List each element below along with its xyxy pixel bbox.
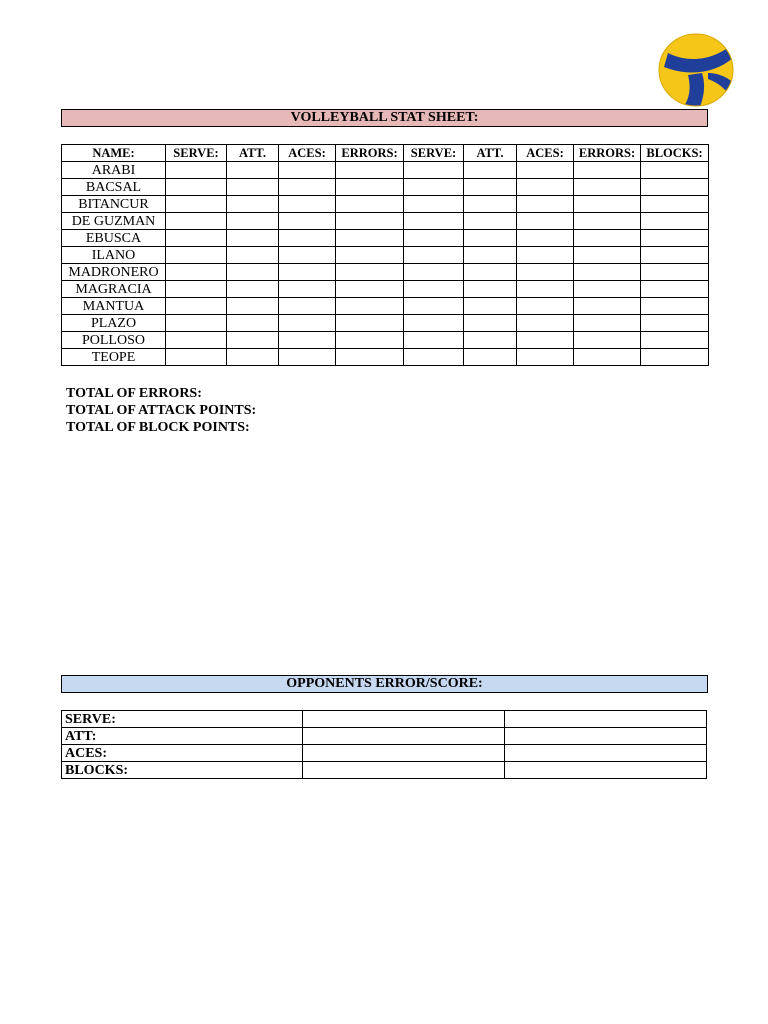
stat-cell[interactable]	[227, 298, 279, 315]
opponent-row	[62, 728, 707, 745]
stat-cell[interactable]	[279, 230, 336, 247]
stat-cell[interactable]	[227, 213, 279, 230]
player-name: EBUSCA	[62, 230, 166, 247]
opponent-cell[interactable]	[303, 745, 505, 762]
stat-cell[interactable]	[279, 298, 336, 315]
stat-cell[interactable]	[227, 230, 279, 247]
player-row	[62, 247, 709, 264]
stat-cell[interactable]	[641, 230, 709, 247]
player-row	[62, 230, 709, 247]
stat-cell[interactable]	[574, 264, 641, 281]
stat-cell[interactable]	[517, 315, 574, 332]
stat-cell[interactable]	[336, 349, 404, 366]
stat-cell[interactable]	[404, 162, 464, 179]
column-header: ACES:	[279, 145, 336, 162]
opponent-row	[62, 745, 707, 762]
stat-cell[interactable]	[517, 179, 574, 196]
stat-cell[interactable]	[404, 264, 464, 281]
totals-block	[66, 385, 256, 436]
stat-cell[interactable]	[227, 349, 279, 366]
stat-cell[interactable]	[464, 162, 517, 179]
player-name: MADRONERO	[62, 264, 166, 281]
column-header: ERRORS:	[574, 145, 641, 162]
stat-cell[interactable]	[166, 264, 227, 281]
stat-cell[interactable]	[517, 349, 574, 366]
stat-cell[interactable]	[227, 179, 279, 196]
stat-cell[interactable]	[574, 196, 641, 213]
opponent-cell[interactable]	[505, 745, 707, 762]
player-row	[62, 179, 709, 196]
column-header: ATT.	[227, 145, 279, 162]
stat-cell[interactable]	[404, 315, 464, 332]
player-name: ILANO	[62, 247, 166, 264]
stat-cell[interactable]	[574, 298, 641, 315]
stat-cell[interactable]	[227, 315, 279, 332]
stat-cell[interactable]	[574, 213, 641, 230]
stat-cell[interactable]	[464, 332, 517, 349]
stat-cell[interactable]	[279, 179, 336, 196]
player-row	[62, 264, 709, 281]
stat-cell[interactable]	[336, 247, 404, 264]
player-row	[62, 298, 709, 315]
opponents-table	[61, 710, 707, 779]
opponent-row-label: BLOCKS:	[62, 762, 303, 779]
opponent-cell[interactable]	[303, 762, 505, 779]
column-header: SERVE:	[166, 145, 227, 162]
stat-cell[interactable]	[574, 247, 641, 264]
stat-cell[interactable]	[641, 349, 709, 366]
stat-cell[interactable]	[517, 213, 574, 230]
column-header: ACES:	[517, 145, 574, 162]
stat-cell[interactable]	[227, 247, 279, 264]
stat-cell[interactable]	[404, 213, 464, 230]
stat-cell[interactable]	[517, 281, 574, 298]
stat-sheet-title: VOLLEYBALL STAT SHEET:	[61, 109, 708, 127]
player-row	[62, 162, 709, 179]
opponents-title: OPPONENTS ERROR/SCORE:	[61, 675, 708, 693]
stat-cell[interactable]	[574, 315, 641, 332]
stat-cell[interactable]	[166, 213, 227, 230]
opponent-row	[62, 711, 707, 728]
stat-cell[interactable]	[279, 281, 336, 298]
stat-cell[interactable]	[464, 179, 517, 196]
stat-cell[interactable]	[404, 230, 464, 247]
stat-cell[interactable]	[464, 298, 517, 315]
stat-cell[interactable]	[517, 196, 574, 213]
player-name: MANTUA	[62, 298, 166, 315]
stat-cell[interactable]	[641, 162, 709, 179]
stat-cell[interactable]	[166, 315, 227, 332]
stat-cell[interactable]	[227, 332, 279, 349]
stat-cell[interactable]	[166, 230, 227, 247]
player-name: BACSAL	[62, 179, 166, 196]
stat-cell[interactable]	[166, 196, 227, 213]
stat-cell[interactable]	[464, 281, 517, 298]
opponent-cell[interactable]	[505, 762, 707, 779]
stat-cell[interactable]	[166, 298, 227, 315]
stat-cell[interactable]	[464, 230, 517, 247]
stat-cell[interactable]	[517, 230, 574, 247]
stat-cell[interactable]	[336, 179, 404, 196]
stat-cell[interactable]	[641, 179, 709, 196]
stat-cell[interactable]	[517, 247, 574, 264]
opponent-cell[interactable]	[505, 728, 707, 745]
player-row	[62, 349, 709, 366]
column-header: SERVE:	[404, 145, 464, 162]
stat-cell[interactable]	[517, 332, 574, 349]
stat-cell[interactable]	[404, 298, 464, 315]
stat-cell[interactable]	[517, 298, 574, 315]
stat-cell[interactable]	[641, 315, 709, 332]
stat-cell[interactable]	[279, 315, 336, 332]
stat-cell[interactable]	[464, 196, 517, 213]
stat-cell[interactable]	[641, 298, 709, 315]
player-name: POLLOSO	[62, 332, 166, 349]
opponent-row-label: ATT:	[62, 728, 303, 745]
column-header: BLOCKS:	[641, 145, 709, 162]
stat-cell[interactable]	[464, 264, 517, 281]
volleyball-icon	[658, 33, 734, 107]
player-name: BITANCUR	[62, 196, 166, 213]
stat-cell[interactable]	[464, 213, 517, 230]
stat-cell[interactable]	[404, 349, 464, 366]
stat-cell[interactable]	[279, 162, 336, 179]
stat-cell[interactable]	[336, 315, 404, 332]
stat-cell[interactable]	[404, 332, 464, 349]
stat-cell[interactable]	[279, 264, 336, 281]
stat-cell[interactable]	[574, 349, 641, 366]
stat-cell[interactable]	[166, 332, 227, 349]
column-header: ERRORS:	[336, 145, 404, 162]
stat-cell[interactable]	[166, 247, 227, 264]
stat-cell[interactable]	[574, 162, 641, 179]
stat-cell[interactable]	[464, 247, 517, 264]
stat-cell[interactable]	[336, 264, 404, 281]
player-name: TEOPE	[62, 349, 166, 366]
player-row	[62, 281, 709, 298]
player-name: ARABI	[62, 162, 166, 179]
player-row	[62, 213, 709, 230]
stat-cell[interactable]	[641, 332, 709, 349]
stat-table	[61, 144, 709, 366]
column-header: ATT.	[464, 145, 517, 162]
player-name: MAGRACIA	[62, 281, 166, 298]
player-name: DE GUZMAN	[62, 213, 166, 230]
stat-cell[interactable]	[336, 298, 404, 315]
opponent-row-label: ACES:	[62, 745, 303, 762]
stat-cell[interactable]	[336, 281, 404, 298]
stat-cell[interactable]	[166, 349, 227, 366]
stat-cell[interactable]	[227, 196, 279, 213]
stat-cell[interactable]	[641, 264, 709, 281]
stat-cell[interactable]	[641, 247, 709, 264]
stat-cell[interactable]	[404, 247, 464, 264]
total-attack-label: TOTAL OF ATTACK POINTS:	[66, 403, 257, 418]
stat-cell[interactable]	[574, 332, 641, 349]
player-row	[62, 332, 709, 349]
header-row	[62, 145, 709, 162]
stat-cell[interactable]	[574, 179, 641, 196]
opponent-cell[interactable]	[505, 711, 707, 728]
stat-cell[interactable]	[517, 162, 574, 179]
stat-cell[interactable]	[166, 281, 227, 298]
stat-cell[interactable]	[641, 196, 709, 213]
opponent-row-label: SERVE:	[62, 711, 303, 728]
player-name: PLAZO	[62, 315, 166, 332]
stat-cell[interactable]	[279, 213, 336, 230]
stat-cell[interactable]	[166, 162, 227, 179]
stat-cell[interactable]	[404, 281, 464, 298]
column-header: NAME:	[62, 145, 166, 162]
stat-cell[interactable]	[404, 179, 464, 196]
stat-cell[interactable]	[227, 264, 279, 281]
stat-cell[interactable]	[166, 179, 227, 196]
stat-cell[interactable]	[336, 332, 404, 349]
stat-cell[interactable]	[517, 264, 574, 281]
stat-cell[interactable]	[336, 162, 404, 179]
stat-cell[interactable]	[574, 230, 641, 247]
stat-cell[interactable]	[641, 281, 709, 298]
stat-cell[interactable]	[464, 315, 517, 332]
opponent-cell[interactable]	[303, 728, 505, 745]
opponent-row	[62, 762, 707, 779]
player-row	[62, 315, 709, 332]
stat-cell[interactable]	[641, 213, 709, 230]
stat-cell[interactable]	[227, 162, 279, 179]
stat-cell[interactable]	[574, 281, 641, 298]
total-block-label: TOTAL OF BLOCK POINTS:	[66, 420, 250, 435]
stat-cell[interactable]	[464, 349, 517, 366]
player-row	[62, 196, 709, 213]
stat-cell[interactable]	[279, 247, 336, 264]
stat-cell[interactable]	[404, 196, 464, 213]
opponent-cell[interactable]	[303, 711, 505, 728]
stat-cell[interactable]	[279, 196, 336, 213]
stat-cell[interactable]	[279, 349, 336, 366]
stat-cell[interactable]	[336, 230, 404, 247]
stat-cell[interactable]	[279, 332, 336, 349]
stat-cell[interactable]	[336, 213, 404, 230]
total-errors-label: TOTAL OF ERRORS:	[66, 386, 202, 401]
stat-cell[interactable]	[336, 196, 404, 213]
stat-cell[interactable]	[227, 281, 279, 298]
